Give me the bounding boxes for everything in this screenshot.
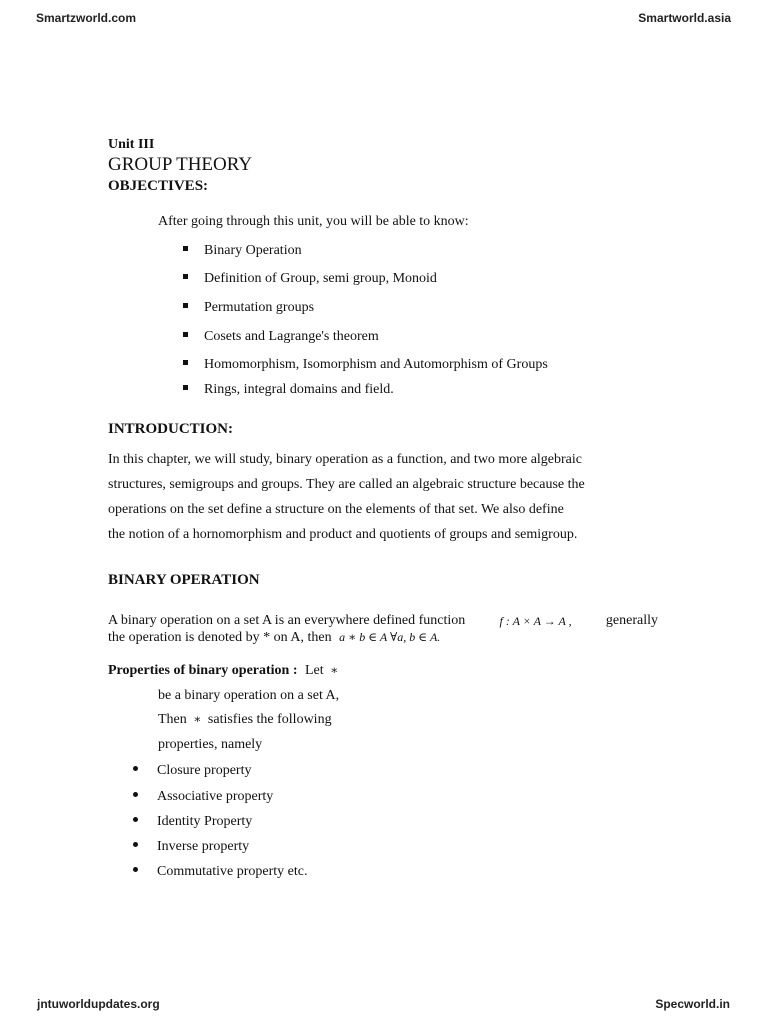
definition-text: on A, then — [273, 630, 332, 645]
properties-text: properties, namely — [158, 737, 263, 752]
properties-text: be a binary operation on a set A, — [158, 688, 340, 703]
round-bullet-icon — [133, 766, 138, 771]
objective-text: Binary Operation — [204, 243, 302, 258]
introduction-line: the notion of a hornomorphism and product and quotients of groups and semigroup. — [108, 527, 578, 542]
objective-item — [183, 382, 394, 398]
property-item — [133, 789, 273, 805]
property-item — [133, 839, 249, 855]
operator-symbol: ∗ — [193, 712, 202, 726]
round-bullet-icon — [133, 817, 138, 822]
property-text: Closure property — [157, 763, 252, 778]
definition-line-2 — [108, 629, 658, 646]
square-bullet-icon — [183, 360, 188, 365]
function-notation: f : A × A → A , — [499, 614, 572, 628]
objective-item — [183, 271, 437, 287]
square-bullet-icon — [183, 274, 188, 279]
objectives-heading: OBJECTIVES: — [108, 178, 209, 194]
page-title: GROUP THEORY — [108, 154, 253, 175]
objective-text: Permutation groups — [204, 300, 315, 315]
properties-heading-line — [108, 663, 338, 679]
introduction-heading: INTRODUCTION: — [108, 421, 234, 437]
objective-text: Cosets and Lagrange's theorem — [204, 329, 379, 344]
properties-heading: Properties of binary operation : — [108, 663, 298, 678]
header-site-right: Smartworld.asia — [638, 11, 731, 25]
property-text: Commutative property etc. — [157, 864, 308, 879]
property-item — [133, 814, 252, 830]
header-site-left: Smartzworld.com — [36, 11, 137, 25]
footer-site-right: Specworld.in — [655, 997, 730, 1011]
property-text: Identity Property — [157, 814, 253, 829]
objectives-intro: After going through this unit, you will be able to know: — [158, 214, 469, 229]
objective-item — [183, 329, 379, 345]
square-bullet-icon — [183, 303, 188, 308]
introduction-line: structures, semigroups and groups. They are called an algebraic structure because the — [108, 477, 585, 492]
binary-operation-definition — [108, 613, 658, 646]
definition-text: A binary operation on a set A is an everywhere defined function — [108, 613, 466, 628]
objective-text: Homomorphism, Isomorphism and Automorphism of Groups — [204, 357, 548, 372]
property-text: Associative property — [157, 789, 274, 804]
round-bullet-icon — [133, 867, 138, 872]
properties-text: Then — [158, 712, 187, 727]
unit-label: Unit III — [108, 137, 155, 152]
closure-notation: a ∗ b ∈ A ∀a, b ∈ A. — [339, 630, 441, 644]
round-bullet-icon — [133, 842, 138, 847]
objective-text: Definition of Group, semi group, Monoid — [204, 271, 437, 286]
definition-text: the operation is denoted by — [108, 630, 260, 645]
round-bullet-icon — [133, 792, 138, 797]
property-text: Inverse property — [157, 839, 250, 854]
operator-symbol: ∗ — [330, 663, 339, 677]
definition-line-1 — [108, 613, 658, 629]
objective-item — [183, 243, 302, 259]
square-bullet-icon — [183, 332, 188, 337]
properties-text-line3 — [158, 712, 332, 728]
property-item — [133, 763, 251, 779]
introduction-line: In this chapter, we will study, binary operation as a function, and two more algebraic — [108, 452, 582, 467]
square-bullet-icon — [183, 246, 188, 251]
objective-item — [183, 357, 548, 373]
definition-text: generally — [605, 613, 658, 628]
objective-text: Rings, integral domains and field. — [204, 382, 394, 397]
properties-text: satisfies the following — [207, 712, 332, 727]
operator-symbol: * — [263, 630, 271, 645]
properties-text: Let — [305, 663, 324, 678]
binary-operation-heading: BINARY OPERATION — [108, 572, 260, 588]
property-item — [133, 864, 307, 880]
objective-item — [183, 300, 314, 316]
square-bullet-icon — [183, 385, 188, 390]
introduction-line: operations on the set define a structure on the elements of that set. We also define — [108, 502, 564, 517]
footer-site-left: jntuworldupdates.org — [37, 997, 160, 1011]
